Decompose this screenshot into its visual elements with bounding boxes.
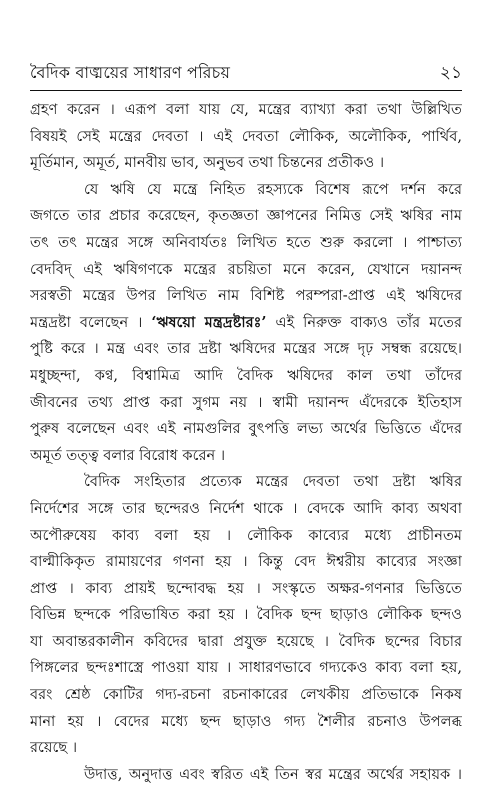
text-segment: মন্ত্রদ্রষ্টা বলেছেন ।	[30, 313, 143, 331]
text-line: যে ঋষি যে মন্ত্রে নিহিত রহস্যকে বিশেষ রূপে দর্শন করে	[84, 180, 462, 198]
body-text	[30, 97, 462, 788]
text-line: পুষ্টি করে । মন্ত্র এবং তার দ্রষ্টা ঋষিদের মন্ত্রের সঙ্গে দৃঢ় সম্বন্ধ রয়েছে।	[30, 340, 462, 358]
text-line: বেদবিদ্ এই ঋষিগণকে মন্ত্রের রচয়িতা মনে করেন, যেখানে দয়ানন্দ	[30, 260, 462, 278]
text-line: নির্দেশের সঙ্গে তার ছন্দেরও নির্দেশ থাকে । বেদকে আদি কাব্য অথবা	[30, 499, 462, 517]
text-line: মধুচ্ছন্দা, কণ্ব, বিশ্বামিত্র আদি বৈদিক ঋষিদের কাল তথা তাঁদের	[30, 366, 462, 384]
text-segment: এই নিরুক্ত বাক্যও তাঁর মতের	[275, 313, 462, 331]
text-line: বিভিন্ন ছন্দকে পরিভাষিত করা হয় । বৈদিক ছন্দ ছাড়াও লৌকিক ছন্দও	[30, 606, 462, 624]
quoted-maxim: ‘ঋষয়ো মন্ত্রদ্রষ্টারঃ’	[151, 313, 267, 331]
text-line: বিষয়ই সেই মন্ত্রের দেবতা । এই দেবতা লৌকিক, অলৌকিক, পার্থিব,	[30, 127, 462, 145]
text-line: জগতে তার প্রচার করেছেন, কৃতজ্ঞতা জ্ঞাপনের নিমিত্ত সেই ঋষির নাম	[30, 207, 462, 225]
text-line: উদাত্ত, অনুদাত্ত এবং স্বরিত এই তিন স্বর মন্ত্রের অর্থের সহায়ক ।	[84, 765, 462, 783]
text-line: অপৌরুষেয় কাব্য বলা হয় । লৌকিক কাব্যের মধ্যে প্রাচীনতম	[30, 526, 462, 544]
text-line: যা অবান্তরকালীন কবিদের দ্বারা প্রযুক্ত হয়েছে । বৈদিক ছন্দের বিচার	[30, 632, 462, 650]
text-line: অমূর্ত তত্ত্ব বলার বিরোধ করেন ।	[30, 446, 226, 464]
text-line: বরং শ্রেষ্ঠ কোটির গদ্য-রচনা রচনাকারের লেখকীয় প্রতিভাকে নিকষ	[30, 686, 462, 704]
text-line: মানা হয় । বেদের মধ্যে ছন্দ ছাড়াও গদ্য শৈলীর রচনাও উপলব্ধ	[30, 712, 462, 730]
text-line: জীবনের তথ্য প্রাপ্ত করা সুগম নয় । স্বামী দয়ানন্দ এঁদেরকে ইতিহাস	[30, 393, 462, 411]
text-line: সরস্বতী মন্ত্রের উপর লিখিত নাম বিশিষ্ট পরম্পরা-প্রাপ্ত এই ঋষিদের	[30, 287, 462, 305]
text-line: বাল্মীকিকৃত রামায়ণের গণনা হয় । কিন্তু বেদ ঈশ্বরীয় কাব্যের সংজ্ঞা	[30, 553, 462, 571]
text-line: পুরুষ বলেছেন এবং এই নামগুলির বুৎপত্তি লভ্য অর্থের ভিত্তিতে এঁদের	[30, 420, 462, 438]
text-line: তৎ তৎ মন্ত্রের সঙ্গে অনিবার্যতঃ লিখিত হতে শুরু করলো । পাশ্চাত্য	[30, 233, 462, 251]
text-line: পিঙ্গলের ছন্দঃশাস্ত্রে পাওয়া যায় । সাধারণভাবে গদ্যকেও কাব্য বলা হয়,	[30, 659, 462, 677]
text-line: গ্রহণ করেন । এরূপ বলা যায় যে, মন্ত্রের ব্যাখ্যা করা তথা উল্লিখিত	[30, 101, 462, 118]
running-title: বৈদিক বাঙ্ময়ের সাধারণ পরিচয়	[30, 63, 231, 82]
text-line: মূর্তিমান, অমূর্ত, মানবীয় ভাব, অনুভব তথা চিন্তনের প্রতীকও ।	[30, 154, 385, 172]
header-rule	[30, 90, 462, 91]
text-line: প্রাপ্ত । কাব্য প্রায়ই ছন্দোবদ্ধ হয় । সংস্কৃতে অক্ষর-গণনার ভিত্তিতে	[30, 579, 462, 597]
text-line: বৈদিক সংহিতার প্রত্যেক মন্ত্রের দেবতা তথা দ্রষ্টা ঋষির	[84, 473, 462, 491]
page-header	[30, 56, 462, 90]
page-number: ২১	[439, 63, 462, 83]
text-line: রয়েছে ।	[30, 739, 78, 757]
text-line	[30, 310, 462, 337]
